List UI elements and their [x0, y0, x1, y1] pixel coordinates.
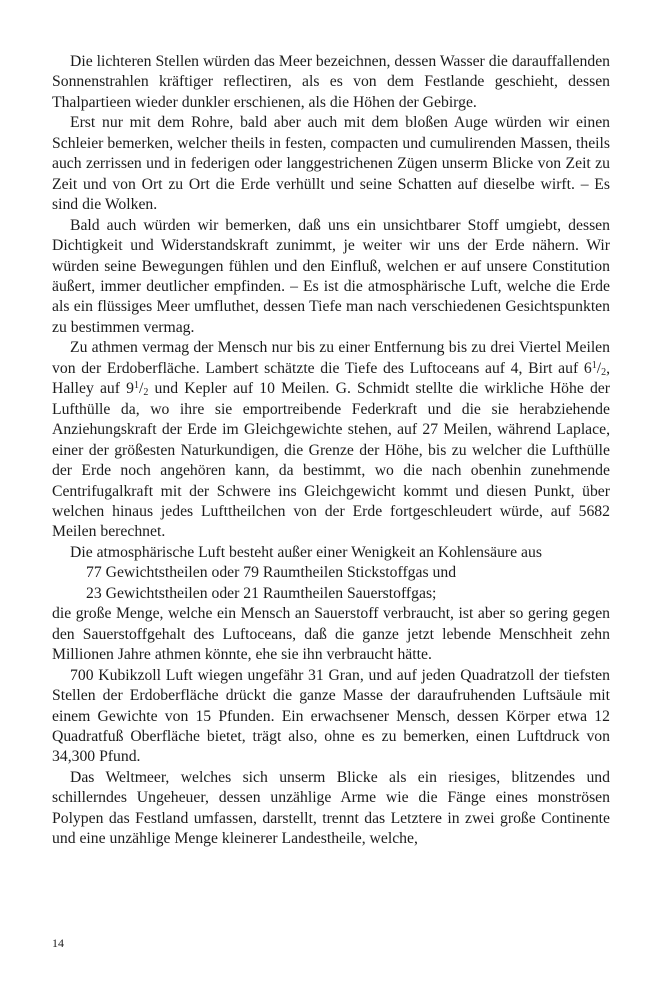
fraction-denominator: 2	[601, 366, 607, 378]
paragraph-1: Die lichteren Stellen würden das Meer bezeichnen, dessen Wasser die darauffallenden Sonnenstrahlen kräftiger reflectiren, als es von dem Festlande geschieht, dessen Thalpartieen wieder dunkler erschienen, als die Höhen der Gebirge.	[52, 53, 610, 111]
paragraph-2: Erst nur mit dem Rohre, bald aber auch mit dem bloßen Auge würden wir einen Schleier bemerken, welcher theils in festen, compacten und cumulirenden Massen, theils auch zerrissen und in federigen oder langgestrichenen Zügen unserm Blicke von Zeit zu Zeit und von Ort zu Ort die Erde verhüllt und seine Schatten auf dieselbe wirft. – Es sind die Wolken.	[52, 114, 610, 214]
paragraph-4-part-c: und Kepler auf 10 Meilen. G. Schmidt stellte die wirkliche Höhe der Lufthülle da, wo ihre sie emportreibende Federkraft und die sie herabziehende Anziehungskraft der Erde im Gleichgewichte stehen, auf 27 Meilen, während Laplace, einer der größesten Naturkundigen, die Grenze der Höhe, bis zu welcher die Lufthülle der Erde noch angehören kann, da bestimmt, wo die nach obenhin zunehmende Centrifugalkraft mit der Schwere ins Gleichgewicht kommt und diesen Punkt, über welchen hinaus jedes Lufttheilchen von der Erde fortgeschleudert würde, auf 5682 Meilen berechnet.	[52, 380, 610, 541]
page-number: 14	[52, 936, 64, 950]
paragraph-4-part-a: Zu athmen vermag der Mensch nur bis zu einer Entfernung bis zu drei Viertel Meilen von der Erdoberfläche. Lambert schätzte die Tiefe des Luftoceans auf 4, Birt auf 6	[52, 339, 610, 377]
fraction-denominator: 2	[143, 387, 149, 399]
paragraph-5: Die atmosphärische Luft besteht außer einer Wenigkeit an Kohlensäure aus	[70, 543, 542, 561]
paragraph-4-part-b: , Halley auf 9	[52, 359, 610, 398]
paragraph-7: 700 Kubikzoll Luft wiegen ungefähr 31 Gran, und auf jeden Quadratzoll der tiefsten Stellen der Erdoberfläche drückt die ganze Masse der daraufruhenden Luftsäule mit einem Gewichte von 15 Pfunden. Ein erwachsener Mensch, dessen Körper etwa 12 Quadratfuß Oberfläche bietet, trägt also, ohne es zu bemerken, einen Luftdruck von 34,300 Pfund.	[52, 666, 610, 766]
list-item-nitrogen: 77 Gewichtstheilen oder 79 Raumtheilen Stickstoffgas und	[86, 564, 457, 582]
fraction-numerator: 1	[134, 380, 140, 392]
paragraph-6: die große Menge, welche ein Mensch an Sauerstoff verbraucht, ist aber so gering gegen den Sauerstoffgehalt des Luftoceans, daß die ganze jetzt lebende Menschheit zehn Millionen Jahre athmen könnte, ehe sie ihn verbraucht hätte.	[52, 605, 610, 664]
page-body	[52, 52, 610, 850]
list-item-oxygen: 23 Gewichtstheilen oder 21 Raumtheilen Sauerstoffgas;	[86, 584, 437, 602]
fraction-numerator: 1	[591, 359, 597, 371]
paragraph-4: Zu athmen vermag der Mensch nur bis zu einer Entfernung bis zu drei Viertel Meilen von der Erdoberfläche. Lambert schätzte die Tiefe des Luftoceans auf 4, Birt auf $6^1/_2$, Halley auf $9^1/_2$ und Kepler auf 10 Meilen. G. Schmidt stellte die wirkliche Höhe der Lufthülle da, wo ihre sie emportreibende Federkraft und die sie herabziehende Anziehungskraft der Erde im Gleichgewichte stehen, auf 27 Meilen, während Laplace, einer der größesten Naturkundigen, die Grenze der Höhe, bis zu welcher die Lufthülle der Erde noch angehören kann, da bestimmt, wo die nach obenhin zunehmende Centrifugalkraft mit der Schwere ins Gleichgewicht kommt und diesen Punkt, über welchen hinaus jedes Lufttheilchen von der Erde fortgeschleudert würde, auf 5682 Meilen berechnet.	[52, 339, 610, 541]
paragraph-3: Bald auch würden wir bemerken, daß uns ein unsichtbarer Stoff umgiebt, dessen Dichtigkeit und Widerstandskraft zunimmt, je weiter wir uns der Erde nähern. Wir würden seine Bewegungen fühlen und den Einfluß, welchen er auf unsere Constitution äußert, immer deutlicher empfinden. – Es ist die atmosphärische Luft, welche die Erde als ein flüssiges Meer umfluthet, dessen Tiefe man nach verschiedenen Gesichtspunkten zu bestimmen vermag.	[52, 216, 610, 336]
paragraph-8: Das Weltmeer, welches sich unserm Blicke als ein riesiges, blitzendes und schillerndes Ungeheuer, dessen unzählige Arme wie die Fänge eines monströsen Polypen das Festland umfassen, darstellt, trennt das Letztere in zwei große Continente und eine unzählige Menge kleinerer Landestheile, welche,	[52, 768, 610, 848]
